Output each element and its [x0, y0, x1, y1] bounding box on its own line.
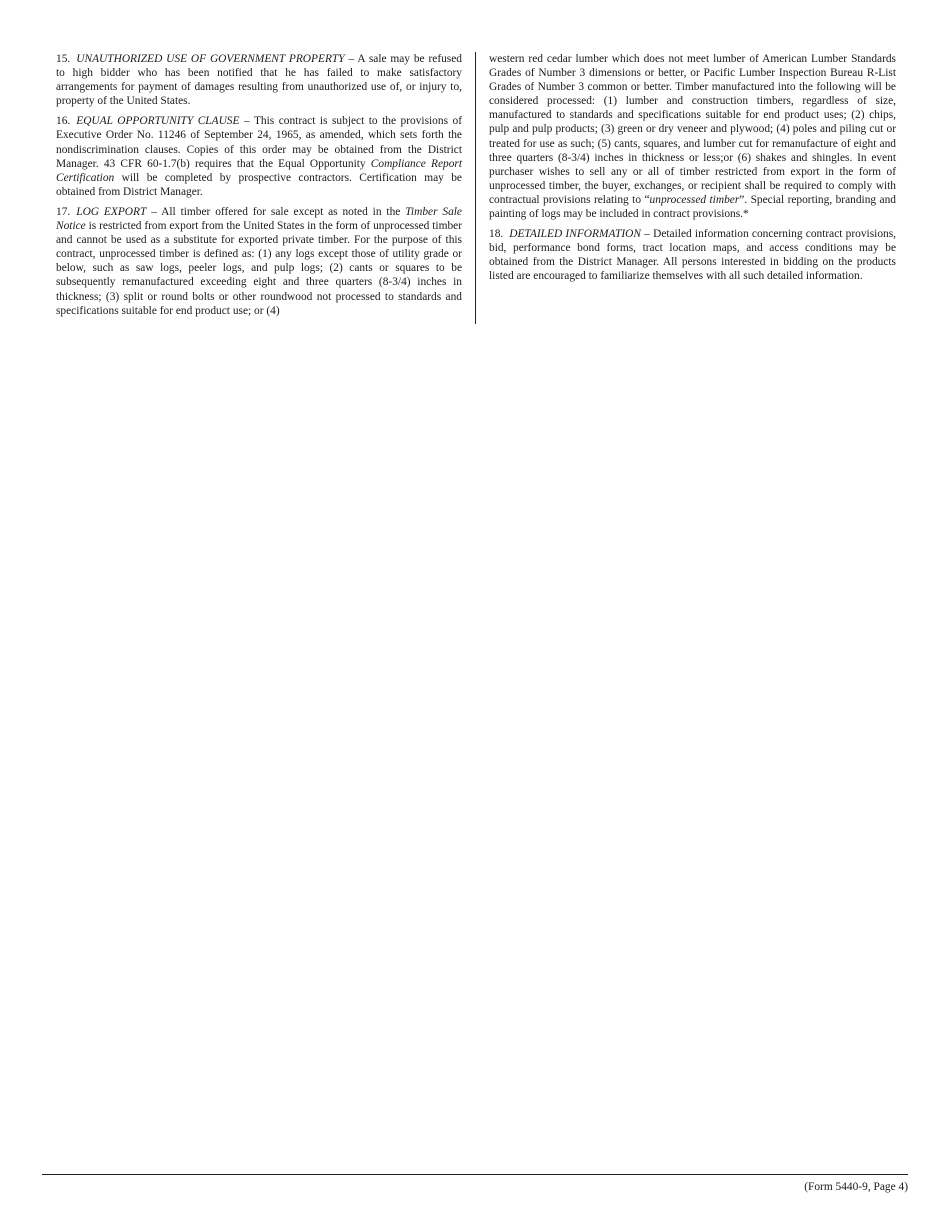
section-17-continued-a: western red cedar lumber which does not meet lumber of American Lumber Standards Grades of Number 3 dimensions or better, or Pacific Lumber Inspection Bureau R-List Grades of Number 3 common or better. Timber manufactured into the following will be considered processed: (1) lumber and construction timbers, regardless of size, manufactured to standards and specifications suitable for end product uses; (2) chips, pulp and pulp products; (3) green or dry veneer and plywood; (4) poles and piling cut or treated for use as such; (5) cants, squares, and lumber cut for remanufacture of eight and three quarters (8-3/4) inches in thickness or less;or (6) shakes and shingles. In event purchaser wishes to sell any or all of timber restricted from export in the form of unprocessed timber, the buyer, exchanges, or recipient shall be required to comply with contractual provisions relating to “ — [489, 53, 896, 206]
section-17 — [56, 205, 462, 318]
right-column — [476, 52, 896, 290]
section-18-text: Detailed information concerning contract provisions, bid, performance bond forms, tract location maps, and access conditions may be obtained from the District Manager. All persons interested in bidding on the products listed are encouraged to familiarize themselves with all such detailed information. — [489, 228, 896, 283]
section-17-continued — [489, 52, 896, 221]
section-16-text-b: will be completed by prospective contractors. Certification may be obtained from District Manager. — [56, 171, 462, 198]
left-column — [56, 52, 476, 324]
section-17-italic: Timber Sale Notice — [56, 205, 462, 233]
section-15-text: A sale may be refused to high bidder who has been notified that he has failed to make satisfactory arrangements for payment of damages resulting from unauthorized use of, or injury to, property of the United States. — [56, 53, 462, 108]
section-16-dash: – — [239, 115, 254, 128]
section-17-text-b: is restricted from export from the United States in the form of unprocessed timber and cannot be used as a substitute for exported private timber. For the purpose of this contract, unprocessed timber is defined as: (1) any logs except those of utility grade or below, such as saw logs, peeler logs, and pulp logs; (2) cants or squares to be subsequently remanufactured exceeding eight and three quarters (8-3/4) inches in thickness; (3) split or round bolts or other roundwood not processed to standards and specifications suitable for end product use; or (4) — [56, 220, 462, 317]
section-16 — [56, 114, 462, 199]
section-15-dash: – — [344, 53, 358, 65]
footer-divider — [42, 1174, 908, 1175]
section-18-number: 18. — [489, 228, 504, 241]
section-16-number: 16. — [56, 115, 71, 128]
form-page-label: (Form 5440-9, Page 4) — [804, 1181, 908, 1193]
two-column-body — [56, 52, 896, 324]
section-16-text-a: This contract is subject to the provisions of Executive Order No. 11246 of September 24, 1965, as amended, which sets forth the nondiscrimination clauses. Copies of this order may be obtained from the District Manager. 43 CFR 60-1.7(b) requires that the Equal Opportunity — [56, 115, 462, 170]
section-17-dash: – — [146, 205, 162, 218]
section-17-continued-italic: unprocessed timber — [649, 193, 740, 206]
section-18-dash: – — [640, 228, 654, 241]
section-17-continued-b: ”. Special reporting, branding and painting of logs may be included in contract provisions.* — [489, 193, 896, 221]
section-17-title: LOG EXPORT — [76, 205, 147, 218]
section-15-number: 15. — [56, 53, 71, 65]
section-16-italic: Compliance Report Certification — [56, 157, 462, 184]
section-17-number: 17. — [56, 205, 71, 218]
section-18 — [489, 227, 896, 283]
section-15 — [56, 52, 462, 108]
section-15-title: UNAUTHORIZED USE OF GOVERNMENT PROPERTY — [76, 53, 345, 65]
section-17-text-a: All timber offered for sale except as noted in the — [161, 205, 406, 218]
section-16-title: EQUAL OPPORTUNITY CLAUSE — [76, 115, 240, 128]
section-18-title: DETAILED INFORMATION — [509, 228, 641, 241]
